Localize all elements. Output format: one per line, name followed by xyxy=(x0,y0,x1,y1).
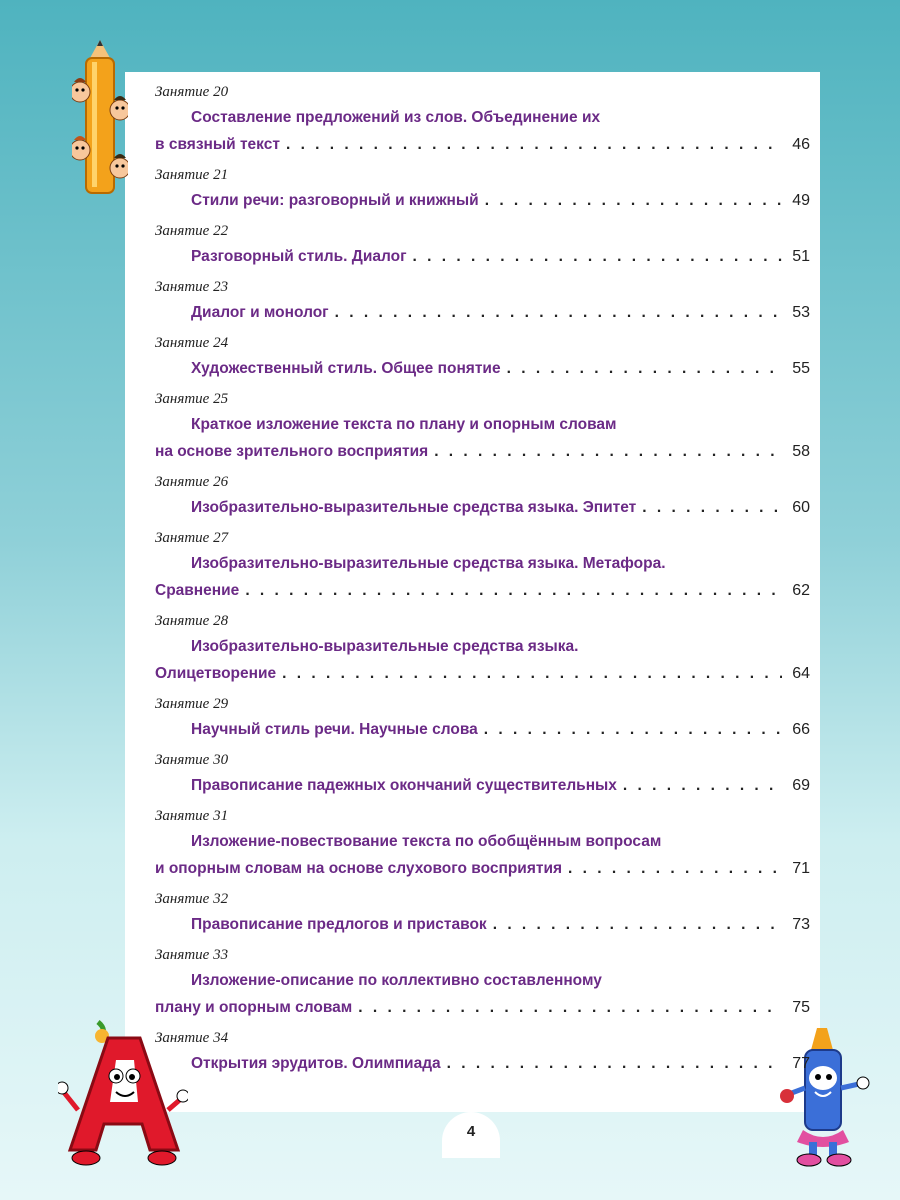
toc-title: Олицетворение xyxy=(155,665,277,682)
pencil-characters-illustration xyxy=(72,40,128,200)
page-ref: 58 xyxy=(792,443,810,460)
page-number: 4 xyxy=(442,1112,500,1158)
page-ref: 73 xyxy=(792,916,810,933)
leader-dots xyxy=(413,243,782,270)
toc-title: Правописание падежных окончаний существительных xyxy=(191,777,617,794)
toc-line xyxy=(155,577,810,604)
toc-entry[interactable] xyxy=(155,889,810,938)
leader-dots xyxy=(358,994,782,1021)
toc-title: плану и опорным словам xyxy=(155,999,353,1016)
toc-entry[interactable] xyxy=(155,221,810,270)
toc-entry[interactable] xyxy=(155,333,810,382)
page-ref: 53 xyxy=(792,304,810,321)
toc-title: Разговорный стиль. Диалог xyxy=(191,248,407,265)
lesson-label: Занятие 22 xyxy=(155,223,229,239)
lesson-label: Занятие 27 xyxy=(155,530,229,546)
toc-line xyxy=(155,967,810,994)
lesson-label: Занятие 23 xyxy=(155,279,229,295)
toc-line xyxy=(155,660,810,687)
toc-line xyxy=(155,550,810,577)
page-ref: 64 xyxy=(792,665,810,682)
page-ref: 69 xyxy=(792,777,810,794)
toc-entry[interactable] xyxy=(155,611,810,687)
toc-line xyxy=(155,855,810,882)
toc-line xyxy=(155,355,810,382)
leader-dots xyxy=(642,494,782,521)
lesson-label: Занятие 33 xyxy=(155,947,229,963)
toc-title: Стили речи: разговорный и книжный xyxy=(191,192,479,209)
lesson-label: Занятие 20 xyxy=(155,84,229,100)
toc-line xyxy=(155,131,810,158)
toc-title: Диалог и монолог xyxy=(191,304,329,321)
toc-line xyxy=(155,772,810,799)
toc-line xyxy=(155,411,810,438)
toc-title: Художественный стиль. Общее понятие xyxy=(191,360,501,377)
page-ref: 55 xyxy=(792,360,810,377)
table-of-contents xyxy=(155,82,810,1077)
leader-dots xyxy=(282,660,782,687)
toc-line xyxy=(155,911,810,938)
toc-title: Научный стиль речи. Научные слова xyxy=(191,721,478,738)
page-ref: 51 xyxy=(792,248,810,265)
lesson-label: Занятие 25 xyxy=(155,391,229,407)
leader-dots xyxy=(507,355,782,382)
page-ref: 66 xyxy=(792,721,810,738)
toc-entry[interactable] xyxy=(155,528,810,604)
page-ref: 62 xyxy=(792,582,810,599)
toc-line xyxy=(155,104,810,131)
page-ref: 77 xyxy=(792,1055,810,1072)
page-ref: 60 xyxy=(792,499,810,516)
toc-entry[interactable] xyxy=(155,806,810,882)
toc-title: в связный текст xyxy=(155,136,280,153)
toc-title: Открытия эрудитов. Олимпиада xyxy=(191,1055,441,1072)
leader-dots xyxy=(485,187,782,214)
toc-line xyxy=(155,494,810,521)
lesson-label: Занятие 34 xyxy=(155,1030,229,1046)
leader-dots xyxy=(623,772,782,799)
toc-entry[interactable] xyxy=(155,694,810,743)
toc-title: Изобразительно-выразительные средства языка. xyxy=(191,638,579,655)
leader-dots xyxy=(484,716,782,743)
toc-title: Изобразительно-выразительные средства языка. Метафора. xyxy=(191,555,666,572)
page-ref: 71 xyxy=(792,860,810,877)
toc-title: на основе зрительного восприятия xyxy=(155,443,429,460)
lesson-label: Занятие 32 xyxy=(155,891,229,907)
lesson-label: Занятие 24 xyxy=(155,335,229,351)
toc-title: и опорным словам на основе слухового восприятия xyxy=(155,860,563,877)
toc-line xyxy=(155,828,810,855)
toc-line xyxy=(155,994,810,1021)
toc-title: Изобразительно-выразительные средства языка. Эпитет xyxy=(191,499,637,516)
toc-line xyxy=(155,438,810,465)
toc-entry[interactable] xyxy=(155,945,810,1021)
toc-title: Изложение-описание по коллективно составленному xyxy=(191,972,602,989)
lesson-label: Занятие 26 xyxy=(155,474,229,490)
toc-line xyxy=(155,187,810,214)
lesson-label: Занятие 28 xyxy=(155,613,229,629)
toc-entry[interactable] xyxy=(155,165,810,214)
leader-dots xyxy=(245,577,782,604)
leader-dots xyxy=(568,855,782,882)
toc-entry[interactable] xyxy=(155,389,810,465)
toc-line xyxy=(155,633,810,660)
toc-entry[interactable] xyxy=(155,277,810,326)
toc-line xyxy=(155,1050,810,1077)
lesson-label: Занятие 31 xyxy=(155,808,229,824)
toc-entry[interactable] xyxy=(155,750,810,799)
toc-entry[interactable] xyxy=(155,1028,810,1077)
leader-dots xyxy=(434,438,782,465)
lesson-label: Занятие 21 xyxy=(155,167,229,183)
page-ref: 75 xyxy=(792,999,810,1016)
leader-dots xyxy=(286,131,782,158)
toc-line xyxy=(155,299,810,326)
toc-line xyxy=(155,716,810,743)
leader-dots xyxy=(335,299,782,326)
page-ref: 49 xyxy=(792,192,810,209)
toc-title: Составление предложений из слов. Объединение их xyxy=(191,109,601,126)
toc-line xyxy=(155,243,810,270)
lesson-label: Занятие 30 xyxy=(155,752,229,768)
toc-title: Краткое изложение текста по плану и опорным словам xyxy=(191,416,617,433)
toc-entry[interactable] xyxy=(155,82,810,158)
page-ref: 46 xyxy=(792,136,810,153)
leader-dots xyxy=(493,911,782,938)
leader-dots xyxy=(447,1050,782,1077)
toc-entry[interactable] xyxy=(155,472,810,521)
lesson-label: Занятие 29 xyxy=(155,696,229,712)
toc-title: Сравнение xyxy=(155,582,240,599)
toc-title: Изложение-повествование текста по обобщённым вопросам xyxy=(191,833,662,850)
toc-title: Правописание предлогов и приставок xyxy=(191,916,487,933)
